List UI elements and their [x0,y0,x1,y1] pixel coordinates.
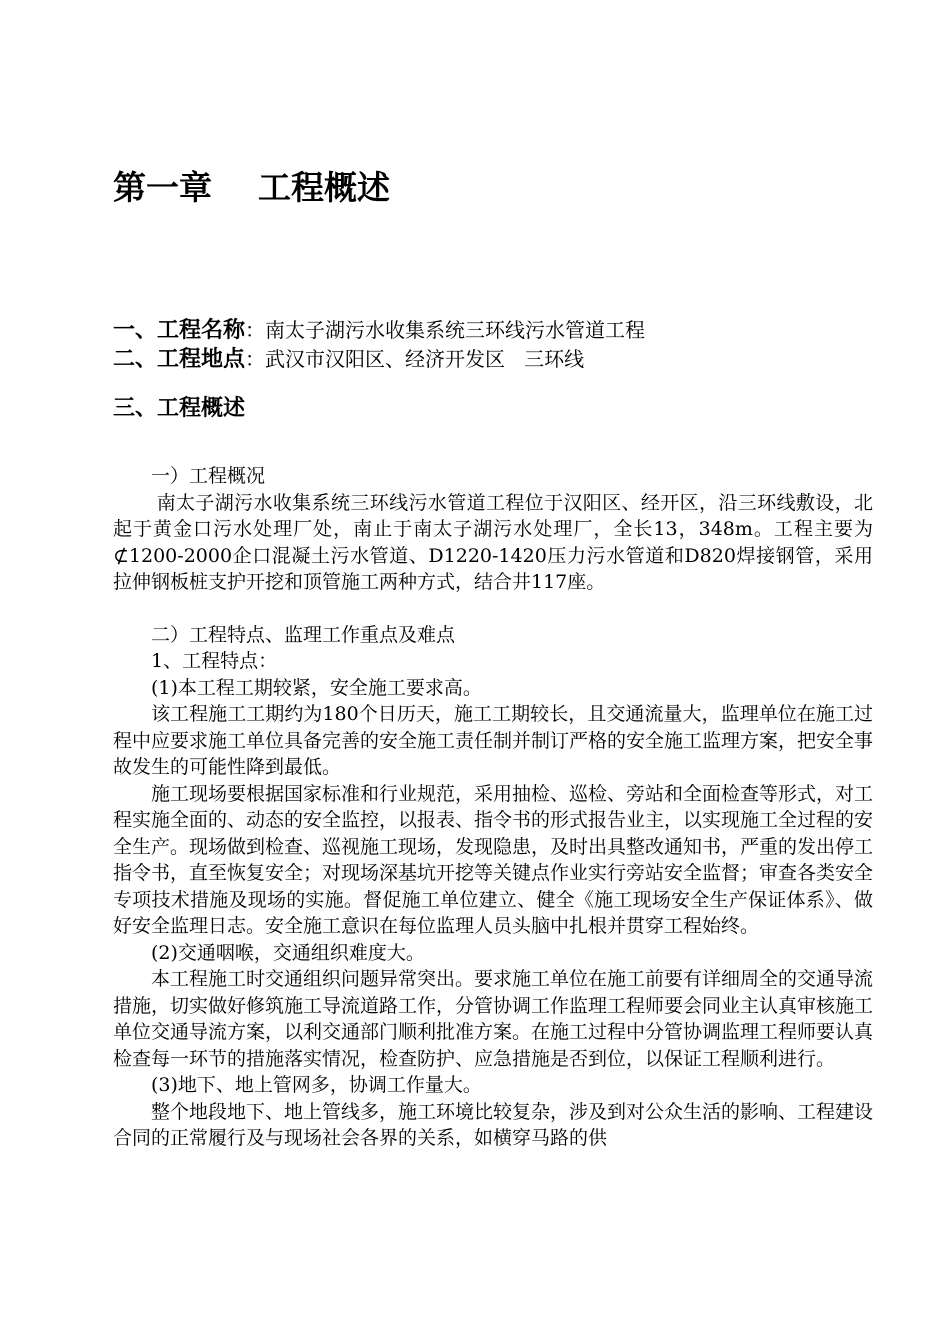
project-name-label: 一、工程名称 [113,318,246,343]
project-location-separator: ： [245,347,266,371]
sub1-paragraph: 南太子湖污水收集系统三环线污水管道工程位于汉阳区、经开区，沿三环线敷设，北起于黄金口污水处理厂处，南止于南太子湖污水处理厂，全长13，348m。工程主要为⊄1200-2000企口混凝土污水管道、D1220-1420压力污水管道和D820焊接钢管，采用拉伸钢板桩支护开挖和顶管施工两种方式，结合井117座。 [113,491,873,593]
features-title: 1、工程特点： [151,650,278,672]
item1-paragraph-1: 该工程施工工期约为180个日历天，施工工期较长，且交通流量大，监理单位在施工过程中应要求施工单位具备完善的安全施工责任制并制订严格的安全施工监理方案，把安全事故发生的可能性降到最低。 [113,703,874,778]
chapter-title: 第一章 工程概述 [113,168,390,207]
project-name-value: 南太子湖污水收集系统三环线污水管道工程 [265,318,646,342]
project-name-separator: ： [245,318,266,342]
item1-paragraph-2: 施工现场要根据国家标准和行业规范，采用抽检、巡检、旁站和全面检查等形式，对工程实施全面的、动态的安全监控，以报表、指令书的形式报告业主，以实现施工全过程的安全生产。现场做到检查、巡视施工现场，发现隐患，及时出具整改通知书，严重的发出停工指令书，直至恢复安全；对现场深基坑开挖等关键点作业实行旁站安全监督；审查各类安全专项技术措施及现场的实施。督促施工单位建立、健全《施工现场安全生产保证体系》、做好安全监理日志。安全施工意识在每位监理人员头脑中扎根并贯穿工程始终。 [113,782,874,937]
item1-title: (1)本工程工期较紧，安全施工要求高。 [151,676,482,699]
sub2-title: 二）工程特点、监理工作重点及难点 [151,623,456,646]
project-name-line [113,317,645,344]
item2-paragraph: 本工程施工时交通组织问题异常突出。要求施工单位在施工前要有详细周全的交通导流措施，切实做好修筑施工导流道路工作，分管协调工作监理工程师要会同业主认真审核施工单位交通导流方案，以利交通部门顺利批准方案。在施工过程中分管协调监理工程师要认真检查每一环节的措施落实情况，检查防护、应急措施是否到位，以保证工程顺利进行。 [113,968,874,1070]
project-location-label: 二、工程地点 [113,347,246,372]
project-location-value: 武汉市汉阳区、经济开发区 三环线 [265,347,585,371]
section-overview-title: 三、工程概述 [113,396,246,421]
item2-title: (2)交通咽喉，交通组织难度大。 [151,941,425,964]
item3-title: (3)地下、地上管网多，协调工作量大。 [151,1074,482,1096]
sub1-title: 一）工程概况 [151,465,266,487]
project-location-line [113,346,584,373]
item3-paragraph: 整个地段地下、地上管线多，施工环境比较复杂，涉及到对公众生活的影响、工程建设合同的正常履行及与现场社会各界的关系，如横穿马路的供 [113,1100,874,1149]
document-body [113,463,873,1152]
